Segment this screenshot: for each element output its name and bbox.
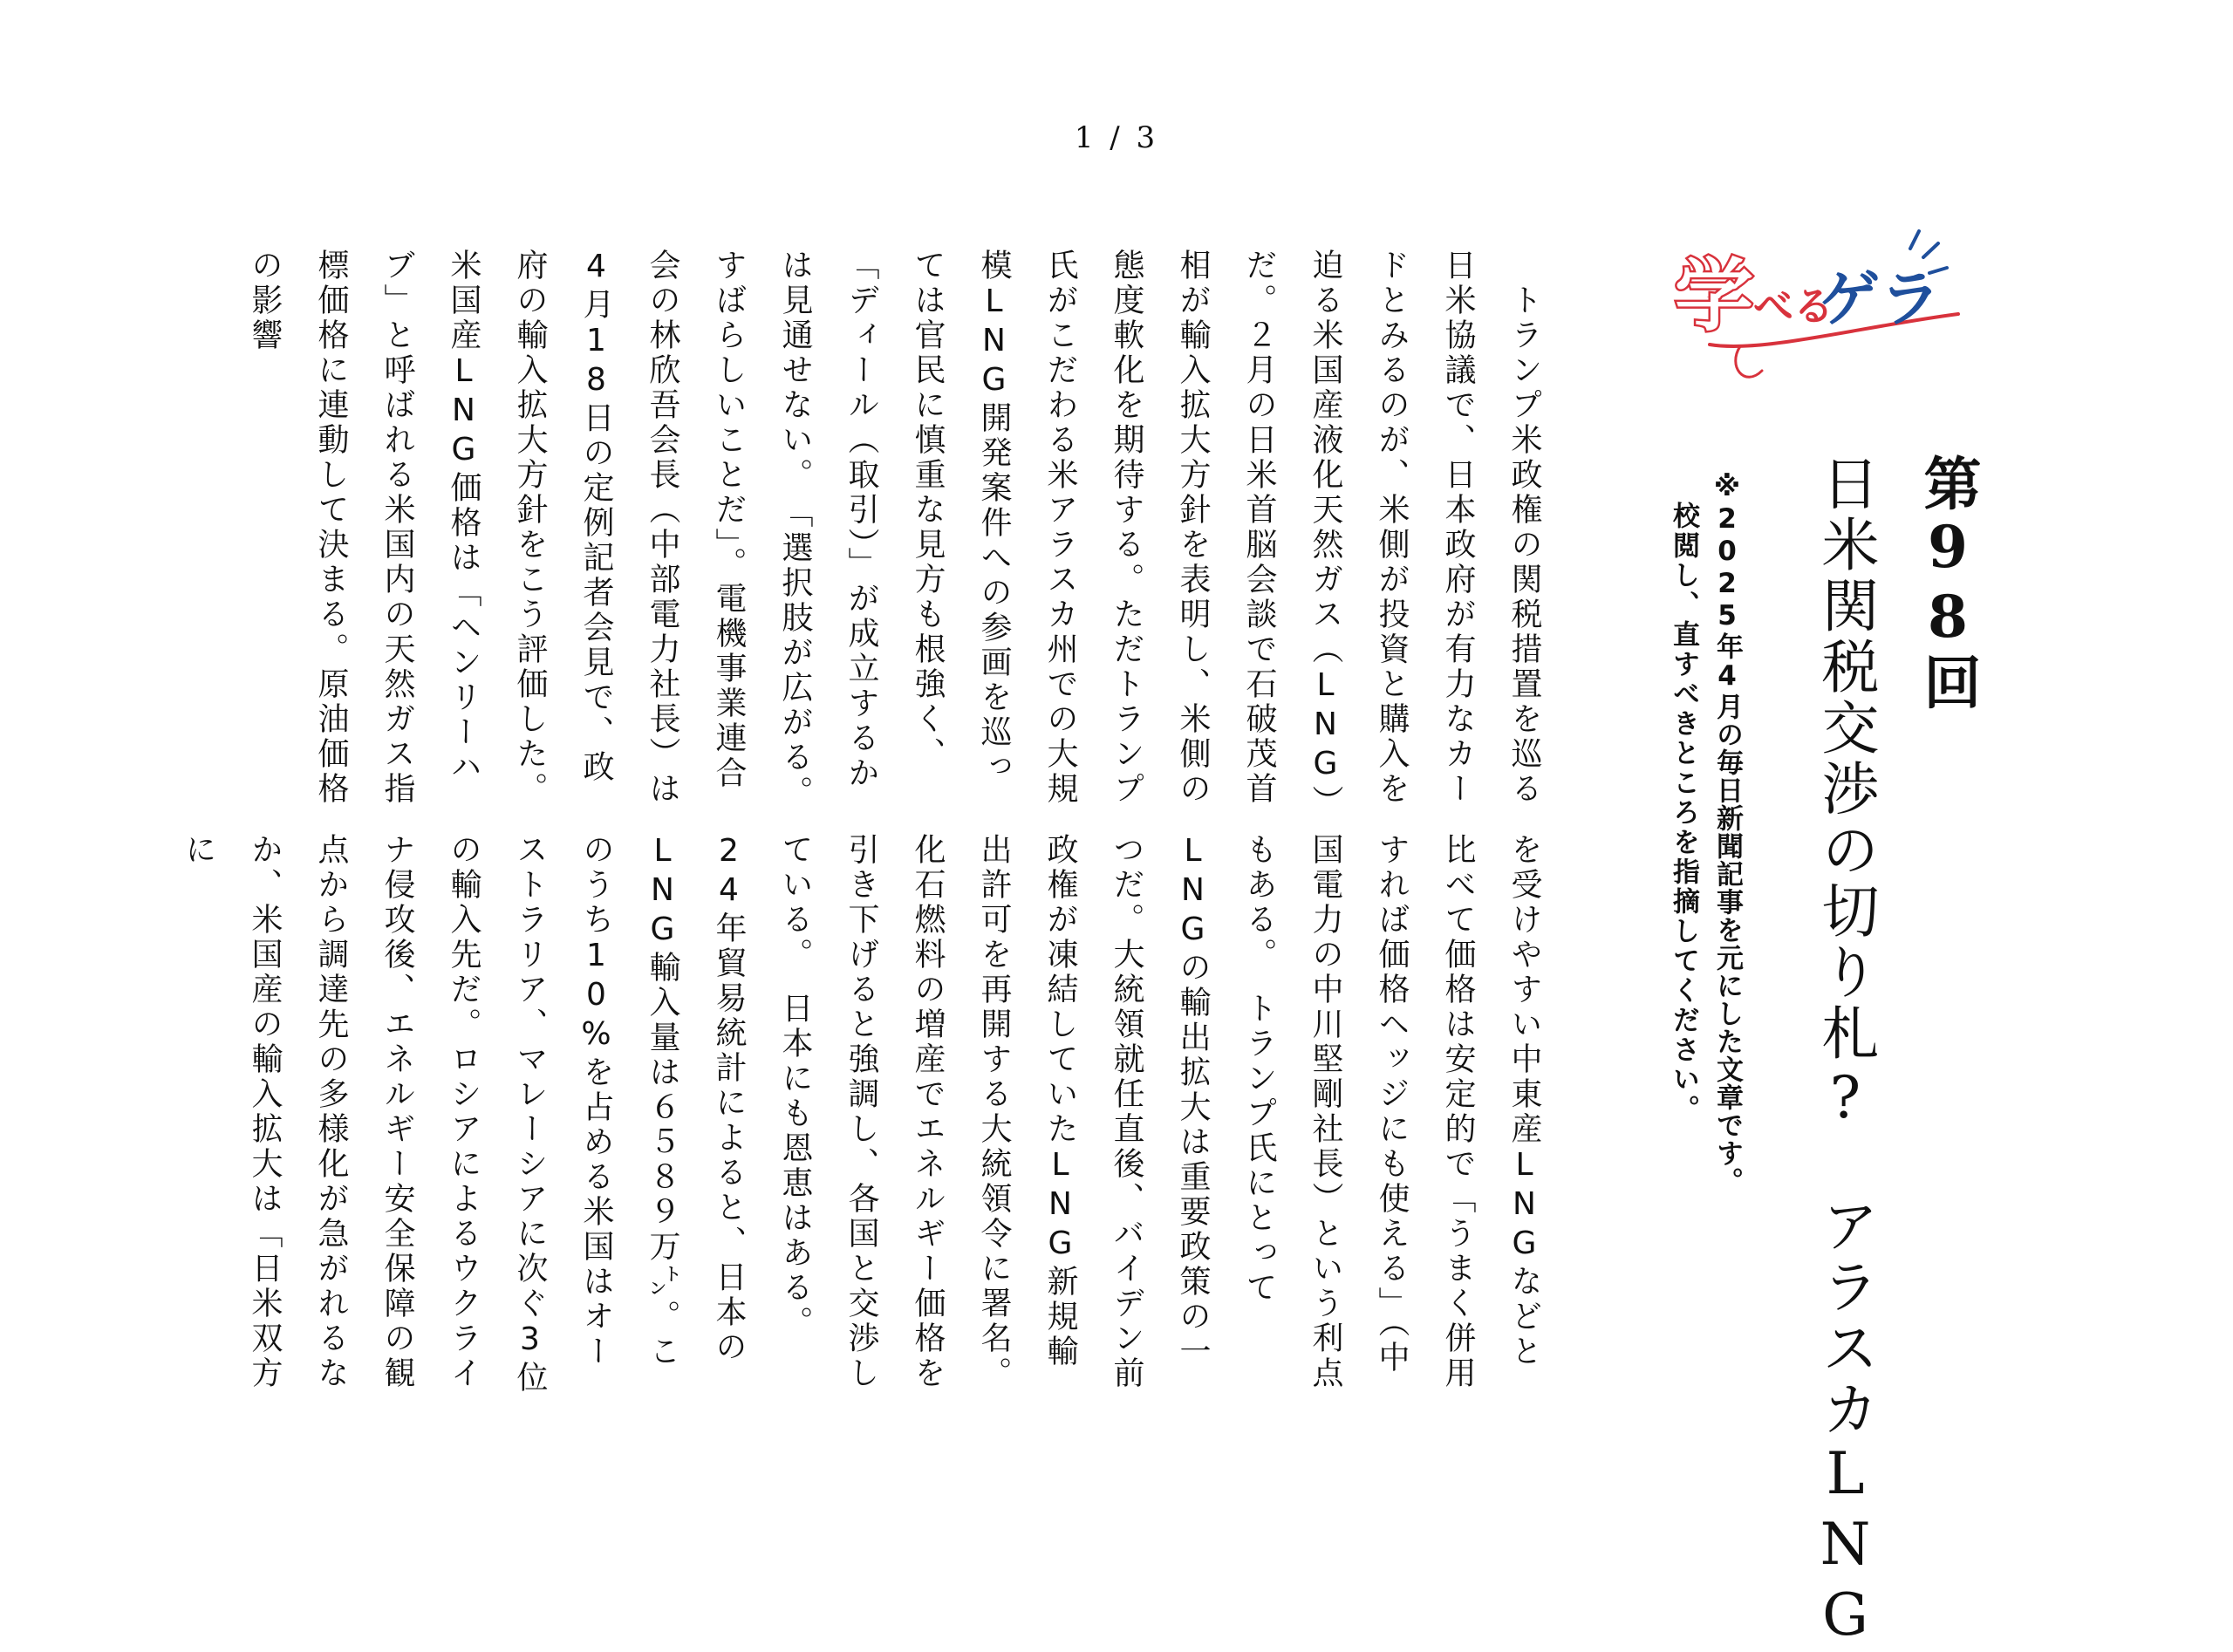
article-body-lower: を受けやすい中東産LNGなどと比べて価格は安定的で「うまく併用すれば価格ヘッジにも使える」（中国電力の中川堅剛社長）という利点もある。 トランプ氏にとってLNGの輸出拡大は重要政策の一つだ。大統領就任直後、バイデン前政権が凍結していたLNG新規輸出許可を再開する大統領令に署名。化石燃料の増産でエネルギー価格を引き下げると強調し、各国と交渉している。 日本にも恩恵はある。24年貿易統計によると、日本のLNG輸入量は６５８９万㌧。このうち10%を占める米国はオーストラリア、マレーシアに次ぐ3位の輸入先だ。ロシアによるウクライナ侵攻後、エネルギー安全保障の観点から調達先の多様化が急がれるなか、米国産の輸入拡大は「日米双方に [181,833,1542,1396]
manaberu-gera-logo [1657,222,1971,423]
svg-text:学: 学 [1675,250,1753,342]
svg-text:ゲラ: ゲラ [1819,263,1941,335]
instruction-note-line-1: ※2025年4月の毎日新聞記事を元にした文章です。 [1711,471,1743,1195]
article-title: 日米関税交渉の切り札? アラスカLNG [1812,454,1879,1652]
page-number: 1 / 3 [1074,120,1159,155]
instruction-note-line-2: 校閲し、直すべきところを指摘してください。 [1668,502,1699,1124]
article-body-upper: トランプ米政権の関税措置を巡る日米協議で、日本政府が有力なカードとみるのが、米側が投資と購入を迫る米国産液化天然ガス（LNG）だ。２月の日米首脳会談で石破茂首相が輸入拡大方針を表明し、米側の態度軟化を期待する。ただトランプ氏がこだわる米アラスカ州での大規模LNG開発案件への参画を巡っては官民に慎重な見方も根強く、「ディール（取引）」が成立するかは見通せない。 「選択肢が広がる。すばらしいことだ」。電機事業連合会の林欣吾会長（中部電力社長）は4月18日の定例記者会見で、政府の輸入拡大方針をこう評価した。 米国産LNG価格は「ヘンリーハブ」と呼ばれる米国内の天然ガス指標価格に連動して決まる。原油価格の影響 [247,249,1542,826]
svg-text:べる: べる [1753,283,1834,330]
issue-number: 第98回 [1914,454,1982,712]
